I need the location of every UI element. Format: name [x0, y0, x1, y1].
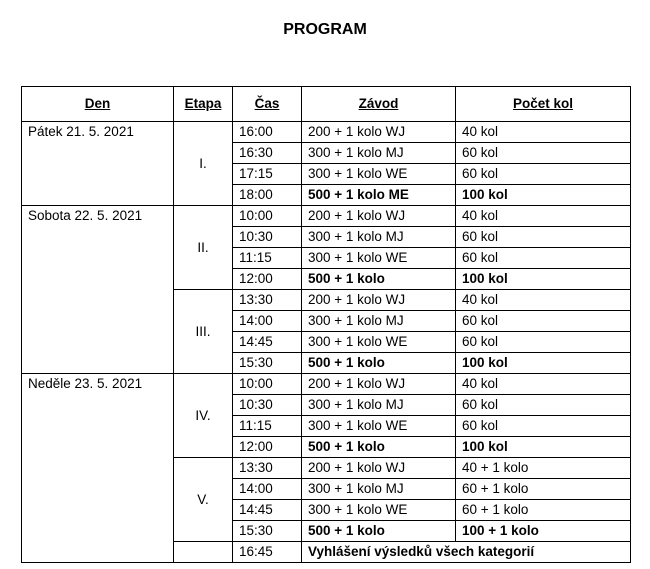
- laps-cell: 100 + 1 kolo: [456, 521, 631, 542]
- header-stage: Etapa: [174, 87, 233, 122]
- laps-cell: 40 kol: [456, 206, 631, 227]
- empty-stage-cell: [174, 542, 233, 563]
- race-cell: 500 + 1 kolo: [302, 353, 456, 374]
- time-cell: 14:00: [233, 311, 302, 332]
- stage-cell-4: IV.: [174, 374, 233, 458]
- laps-cell: 60 kol: [456, 332, 631, 353]
- day-cell-sunday: Neděle 23. 5. 2021: [22, 374, 174, 563]
- time-cell: 16:45: [233, 542, 302, 563]
- table-row: [22, 206, 631, 227]
- race-cell: 200 + 1 kolo WJ: [302, 122, 456, 143]
- race-cell: 500 + 1 kolo: [302, 269, 456, 290]
- race-cell: 300 + 1 kolo WE: [302, 500, 456, 521]
- laps-cell: 40 kol: [456, 290, 631, 311]
- laps-cell: 40 kol: [456, 374, 631, 395]
- laps-cell: 60 kol: [456, 395, 631, 416]
- race-cell: 200 + 1 kolo WJ: [302, 374, 456, 395]
- laps-cell: 100 kol: [456, 269, 631, 290]
- laps-cell: 60 + 1 kolo: [456, 500, 631, 521]
- header-day: Den: [22, 87, 174, 122]
- laps-cell: 60 + 1 kolo: [456, 479, 631, 500]
- laps-cell: 60 kol: [456, 416, 631, 437]
- stage-cell-2: II.: [174, 206, 233, 290]
- race-cell: 300 + 1 kolo MJ: [302, 311, 456, 332]
- laps-cell: 40 + 1 kolo: [456, 458, 631, 479]
- time-cell: 10:30: [233, 395, 302, 416]
- laps-cell: 60 kol: [456, 143, 631, 164]
- stage-cell-5: V.: [174, 458, 233, 542]
- time-cell: 12:00: [233, 437, 302, 458]
- laps-cell: 100 kol: [456, 437, 631, 458]
- time-cell: 14:45: [233, 332, 302, 353]
- race-cell: 200 + 1 kolo WJ: [302, 290, 456, 311]
- laps-cell: 40 kol: [456, 122, 631, 143]
- race-cell: 300 + 1 kolo MJ: [302, 227, 456, 248]
- time-cell: 11:15: [233, 416, 302, 437]
- stage-cell-1: I.: [174, 122, 233, 206]
- laps-cell: 60 kol: [456, 311, 631, 332]
- race-cell: 200 + 1 kolo WJ: [302, 206, 456, 227]
- race-cell: 500 + 1 kolo: [302, 521, 456, 542]
- time-cell: 12:00: [233, 269, 302, 290]
- time-cell: 17:15: [233, 164, 302, 185]
- race-cell: 300 + 1 kolo WE: [302, 416, 456, 437]
- table-row: [22, 122, 631, 143]
- laps-cell: 60 kol: [456, 227, 631, 248]
- race-cell: 300 + 1 kolo MJ: [302, 479, 456, 500]
- time-cell: 10:00: [233, 206, 302, 227]
- header-laps: Počet kol: [456, 87, 631, 122]
- race-cell: 500 + 1 kolo ME: [302, 185, 456, 206]
- race-cell: 300 + 1 kolo MJ: [302, 143, 456, 164]
- time-cell: 11:15: [233, 248, 302, 269]
- laps-cell: 100 kol: [456, 353, 631, 374]
- time-cell: 13:30: [233, 458, 302, 479]
- laps-cell: 60 kol: [456, 248, 631, 269]
- race-cell: 300 + 1 kolo WE: [302, 332, 456, 353]
- program-table: [21, 86, 631, 563]
- time-cell: 13:30: [233, 290, 302, 311]
- time-cell: 15:30: [233, 353, 302, 374]
- laps-cell: 100 kol: [456, 185, 631, 206]
- laps-cell: 60 kol: [456, 164, 631, 185]
- header-row: [22, 87, 631, 122]
- header-time: Čas: [233, 87, 302, 122]
- day-cell-friday: Pátek 21. 5. 2021: [22, 122, 174, 206]
- day-cell-saturday: Sobota 22. 5. 2021: [22, 206, 174, 374]
- time-cell: 10:00: [233, 374, 302, 395]
- stage-cell-3: III.: [174, 290, 233, 374]
- time-cell: 16:30: [233, 143, 302, 164]
- header-race: Závod: [302, 87, 456, 122]
- time-cell: 16:00: [233, 122, 302, 143]
- time-cell: 14:45: [233, 500, 302, 521]
- time-cell: 10:30: [233, 227, 302, 248]
- awards-cell: Vyhlášení výsledků všech kategorií: [302, 542, 631, 563]
- race-cell: 300 + 1 kolo WE: [302, 164, 456, 185]
- page-title: PROGRAM: [283, 21, 367, 38]
- time-cell: 15:30: [233, 521, 302, 542]
- race-cell: 500 + 1 kolo: [302, 437, 456, 458]
- race-cell: 300 + 1 kolo MJ: [302, 395, 456, 416]
- race-cell: 300 + 1 kolo WE: [302, 248, 456, 269]
- time-cell: 14:00: [233, 479, 302, 500]
- race-cell: 200 + 1 kolo WJ: [302, 458, 456, 479]
- table-row: [22, 374, 631, 395]
- time-cell: 18:00: [233, 185, 302, 206]
